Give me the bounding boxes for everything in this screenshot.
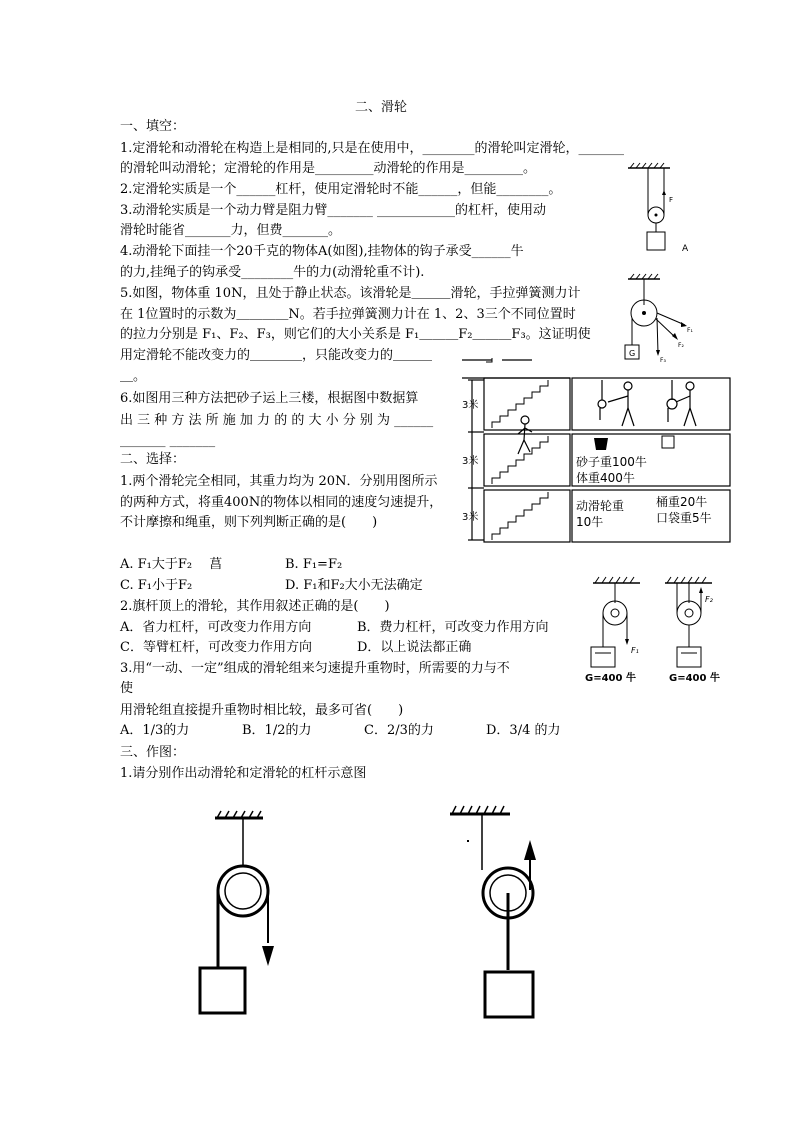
- question-line: 3.动滑轮实质是一个动力臂是阻力臂_______ ____________的杠杆，使用动: [120, 203, 547, 218]
- figure-draw-fixed-pulley: [440, 800, 560, 1030]
- question-line: 的滑轮叫动滑轮；定滑轮的作用是_________动滑轮的作用是_________。: [120, 161, 537, 176]
- weight-label: G=400 牛: [669, 673, 720, 684]
- question-line: 1.请分别作出动滑轮和定滑轮的杠杆示意图: [120, 766, 367, 781]
- height-label: 3米: [462, 512, 479, 523]
- figure-movable-pulley-a: [620, 160, 700, 260]
- option-c: C．2/3的力: [364, 723, 434, 738]
- question-line: 不计摩擦和绳重，则下列判断正确的是( ): [120, 515, 378, 530]
- option-b: B．1/2的力: [242, 723, 312, 738]
- question-line: 1.定滑轮和动滑轮在构造上是相同的,只是在使用中，________的滑轮叫定滑轮，_______: [120, 141, 625, 156]
- figure-fixed-pulley-g: [620, 273, 705, 363]
- question-line: 在 1位置时的示数为＿＿＿＿N。若手拉弹簧测力计在 1、2、3三个不同位置时: [120, 307, 576, 322]
- option-a: A. F₁大于F₂ 菖: [120, 557, 223, 572]
- option-d: D．以上说法都正确: [357, 640, 472, 655]
- object-label: A: [682, 244, 689, 254]
- question-line: 3.用“一动、一定”组成的滑轮组来匀速提升重物时，所需要的力与不: [120, 661, 510, 676]
- question-line: 的力,挂绳子的钩承受________牛的力(动滑轮重不计).: [120, 265, 425, 280]
- option-d: D. F₁和F₂大小无法确定: [285, 578, 423, 593]
- figure-three-methods: [462, 358, 732, 543]
- height-label: 3米: [462, 456, 479, 467]
- question-line: 2.定滑轮实质是一个______杠杆，使用定滑轮时不能______，但能________。: [120, 182, 562, 197]
- force-label: F: [669, 196, 674, 204]
- force-label: F₃: [660, 357, 666, 363]
- pulley-weight-value: 10牛: [576, 515, 604, 529]
- section-heading-fill: 一、填空：: [120, 119, 186, 134]
- option-b: B．费力杠杆，可改变力作用方向: [357, 620, 549, 635]
- figure-draw-movable-pulley: [195, 808, 295, 1028]
- weight-label: G=400 牛: [585, 673, 636, 684]
- question-line: 6.如图用三种方法把砂子运上三楼，根据图中数据算: [120, 391, 419, 406]
- question-line: 用定滑轮不能改变力的＿＿＿＿，只能改变力的＿＿＿: [120, 348, 433, 363]
- option-c: C. F₁小于F₂: [120, 578, 193, 593]
- question-line: 的拉力分别是 F₁、F₂、F₃，则它们的大小关系是 F₁＿＿＿F₂＿＿＿F₃。这证明使: [120, 327, 591, 342]
- option-a: A．1/3的力: [120, 723, 190, 738]
- option-a: A．省力杠杆，可改变力作用方向: [120, 620, 312, 635]
- force-label: F₂: [678, 342, 684, 349]
- question-line: _______ _______: [120, 433, 216, 448]
- sand-weight-label: 砂子重100牛: [576, 455, 647, 469]
- option-d: D．3/4 的力: [486, 723, 561, 738]
- question-line: 1.两个滑轮完全相同，其重力均为 20N．分别用图所示: [120, 474, 438, 489]
- height-label: 3米: [462, 400, 479, 411]
- question-line: 5.如图，物体重 10N，且处于静止状态。该滑轮是＿＿＿滑轮，手拉弹簧测力计: [120, 286, 581, 301]
- option-b: B. F₁=F₂: [285, 557, 343, 572]
- section-heading-choice: 二、选择：: [120, 452, 186, 467]
- option-c: C．等臂杠杆，可改变力作用方向: [120, 640, 312, 655]
- question-line: 用滑轮组直接提升重物时相比较，最多可省( ): [120, 703, 404, 718]
- body-weight-label: 体重400牛: [576, 471, 635, 485]
- pulley-weight-label: 动滑轮重: [576, 499, 625, 513]
- bag-weight-label: 口袋重5牛: [656, 511, 712, 525]
- question-line: 出 三 种 方 法 所 施 加 力 的 的 大 小 分 别 为 ______: [120, 413, 434, 428]
- question-line: 2.旗杆顶上的滑轮，其作用叙述正确的是( ): [120, 599, 390, 614]
- question-line: 使: [120, 681, 134, 696]
- figure-two-pulleys: [585, 575, 740, 685]
- question-line: ＿。: [120, 369, 147, 384]
- section-heading-draw: 三、作图：: [120, 745, 186, 760]
- page-title: 二、滑轮: [355, 100, 408, 115]
- question-line: 4.动滑轮下面挂一个20千克的物体A(如图),挂物体的钩子承受______牛: [120, 244, 524, 259]
- force-label: F₁: [631, 646, 639, 655]
- weight-label: G: [629, 349, 636, 358]
- bucket-weight-label: 桶重20牛: [656, 495, 708, 509]
- force-label: F₂: [705, 595, 713, 604]
- question-line: 滑轮时能省_______力，但费_______。: [120, 223, 342, 238]
- force-label: F₁: [687, 327, 693, 334]
- question-line: 的两种方式，将重400N的物体以相同的速度匀速提升，: [120, 495, 443, 510]
